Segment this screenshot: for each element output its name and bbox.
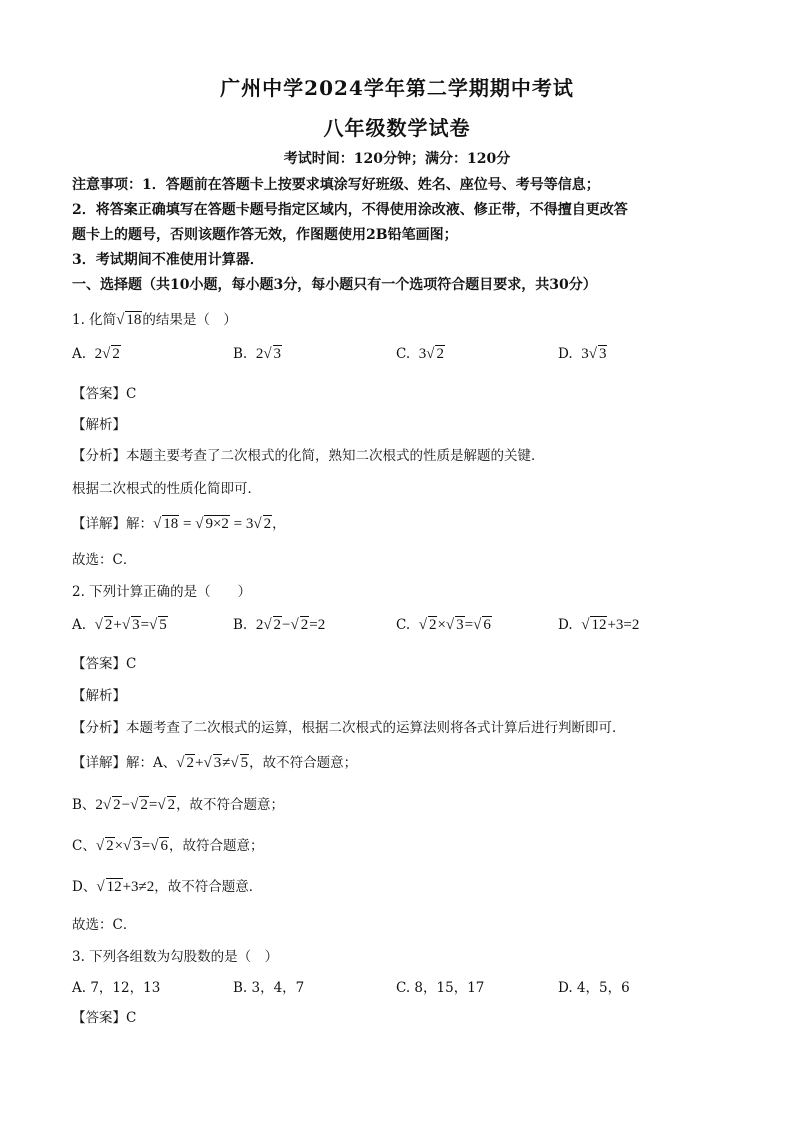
q1-method: 根据二次根式的性质化简即可． [72,481,261,497]
q1-detail: 【详解】解：√ 18 = √ 9×2 = 3√ 2， [72,516,286,532]
q1-option-d: D. 3√ 3 [558,346,607,362]
exam-title: 广州中学2024学年第二学期期中考试 [220,76,574,100]
note-2b: 题卡上的题号，否则该题作答无效，作图题使用2B铅笔画图； [72,227,458,243]
q3-option-c: C. 8，15，17 [396,980,485,996]
note-1: 注意事项：1．答题前在答题卡上按要求填涂写好班级、姓名、座位号、考号等信息； [72,177,600,193]
question-2-stem: 2. 下列计算正确的是（ ） [72,584,252,600]
section-heading: 一、选择题（共10小题，每小题3分，每小题只有一个选项符合题目要求，共30分） [72,277,597,293]
q3-option-b: B. 3，4，7 [233,980,305,996]
q1-jiexi: 【解析】 [72,417,126,433]
q1-option-c: C. 3√ 2 [396,346,444,362]
note-2a: 2．将答案正确填写在答题卡题号指定区域内，不得使用涂改液、修正带，不得擅自更改答 [72,202,628,218]
q2-detail-c: C、√ 2×√ 3=√ 6，故符合题意； [72,838,264,854]
q3-option-a: A. 7，12，13 [72,980,161,996]
q2-option-a: A. √ 2+√ 3=√ 5 [72,617,167,633]
exam-subtitle: 八年级数学试卷 [323,116,471,140]
q3-answer: 【答案】C [72,1010,137,1026]
q1-choose: 故选：C． [72,552,137,568]
q2-analysis: 【分析】本题考查了二次根式的运算，根据二次根式的运算法则将各式计算后进行判断即可． [72,720,626,736]
q2-detail-d: D、√ 12+3≠2，故不符合题意． [72,879,263,895]
q2-detail-b: B、2√ 2−√ 2=√ 2，故不符合题意； [72,797,285,813]
note-3: 3．考试期间不准使用计算器． [72,252,264,268]
q2-option-c: C. √ 2×√ 3=√ 6 [396,617,491,633]
q2-detail-a: 【详解】解：A、√ 2+√ 3≠√ 5，故不符合题意； [72,755,358,771]
q2-option-d: D. √ 12+3=2 [558,617,640,633]
question-1-stem: 1. 化简√ 18的结果是（ ） [72,312,237,328]
q3-option-d: D. 4，5，6 [558,980,630,996]
q1-answer: 【答案】C [72,386,137,402]
question-3-stem: 3. 下列各组数为勾股数的是（ ） [72,949,279,965]
q2-option-b: B. 2√ 2−√ 2=2 [233,617,326,633]
exam-info: 考试时间：120分钟；满分：120分 [283,151,511,167]
q2-answer: 【答案】C [72,656,137,672]
q1-analysis: 【分析】本题主要考查了二次根式的化简，熟知二次根式的性质是解题的关键． [72,448,545,464]
q1-option-a: A. 2√ 2 [72,346,120,362]
q2-jiexi: 【解析】 [72,688,126,704]
q1-option-b: B. 2√ 3 [233,346,282,362]
q2-choose: 故选：C． [72,917,137,933]
